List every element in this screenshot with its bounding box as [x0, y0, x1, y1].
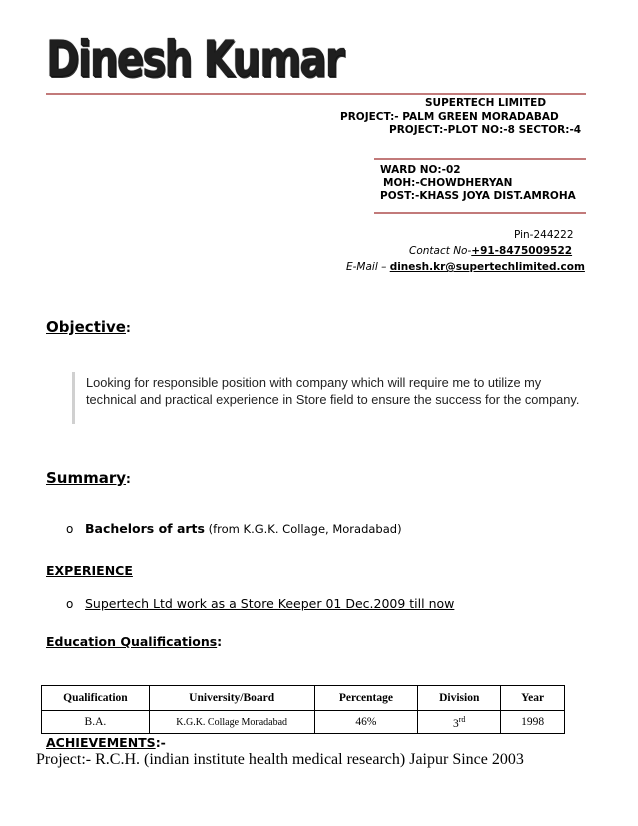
- project-line-2: PROJECT:-PLOT NO:-8 SECTOR:-4: [389, 124, 582, 136]
- column-header-qualification: Qualification: [42, 686, 150, 711]
- column-header-percentage: Percentage: [314, 686, 418, 711]
- education-heading: Education Qualifications:: [46, 634, 223, 649]
- company-name: SUPERTECH LIMITED: [425, 97, 547, 109]
- column-header-board: University/Board: [149, 686, 314, 711]
- column-header-year: Year: [501, 686, 565, 711]
- contact-label: Contact No-: [409, 245, 472, 257]
- experience-item: Supertech Ltd work as a Store Keeper 01 Dec.2009 till now: [85, 596, 455, 611]
- table-header-row: [42, 686, 565, 711]
- project-line-1: PROJECT:- PALM GREEN MORADABAD: [340, 111, 559, 123]
- address-divider-top: [374, 158, 586, 160]
- summary-degree: Bachelors of arts: [85, 521, 205, 536]
- summary-college: (from K.G.K. Collage, Moradabad): [204, 522, 402, 536]
- cell-qualification: B.A.: [42, 711, 150, 734]
- address-divider-bottom: [374, 212, 586, 214]
- post-line: POST:-KHASS JOYA DIST.AMROHA: [380, 190, 576, 202]
- pin-code: Pin-244222: [514, 229, 574, 241]
- objective-heading: Objective:: [46, 318, 131, 336]
- objective-quote-bar: [72, 372, 75, 424]
- experience-bullet: o: [66, 597, 74, 611]
- summary-item: [85, 521, 402, 536]
- moh-line: MOH:-CHOWDHERYAN: [383, 177, 513, 189]
- contact-phone-link[interactable]: +91-8475009522: [471, 245, 573, 257]
- summary-bullet: o: [66, 522, 74, 536]
- column-header-division: Division: [418, 686, 501, 711]
- objective-text: Looking for responsible position with company which will require me to utilize my technical and practical experience in Store field to ensure the success for the company.: [86, 375, 580, 407]
- table-row: [42, 711, 565, 734]
- cell-year: 1998: [501, 711, 565, 734]
- achievement-item: Project:- R.C.H. (indian institute health medical research) Jaipur Since 2003: [36, 751, 524, 768]
- experience-heading: EXPERIENCE: [46, 563, 133, 578]
- resume-name: Dinesh Kumar: [46, 30, 343, 88]
- email-link[interactable]: dinesh.kr@supertechlimited.com: [389, 261, 585, 273]
- ward-line: WARD NO:-02: [380, 164, 461, 176]
- education-table: [41, 685, 565, 734]
- cell-board: K.G.K. Collage Moradabad: [149, 711, 314, 734]
- email-label: E-Mail –: [346, 261, 390, 273]
- email-line: [346, 261, 585, 273]
- summary-heading: Summary:: [46, 469, 131, 487]
- contact-line: [409, 245, 572, 257]
- cell-division: 3rd: [418, 711, 501, 734]
- header-divider: [46, 93, 586, 95]
- achievements-heading: ACHIEVEMENTS:-: [46, 735, 166, 750]
- cell-percentage: 46%: [314, 711, 418, 734]
